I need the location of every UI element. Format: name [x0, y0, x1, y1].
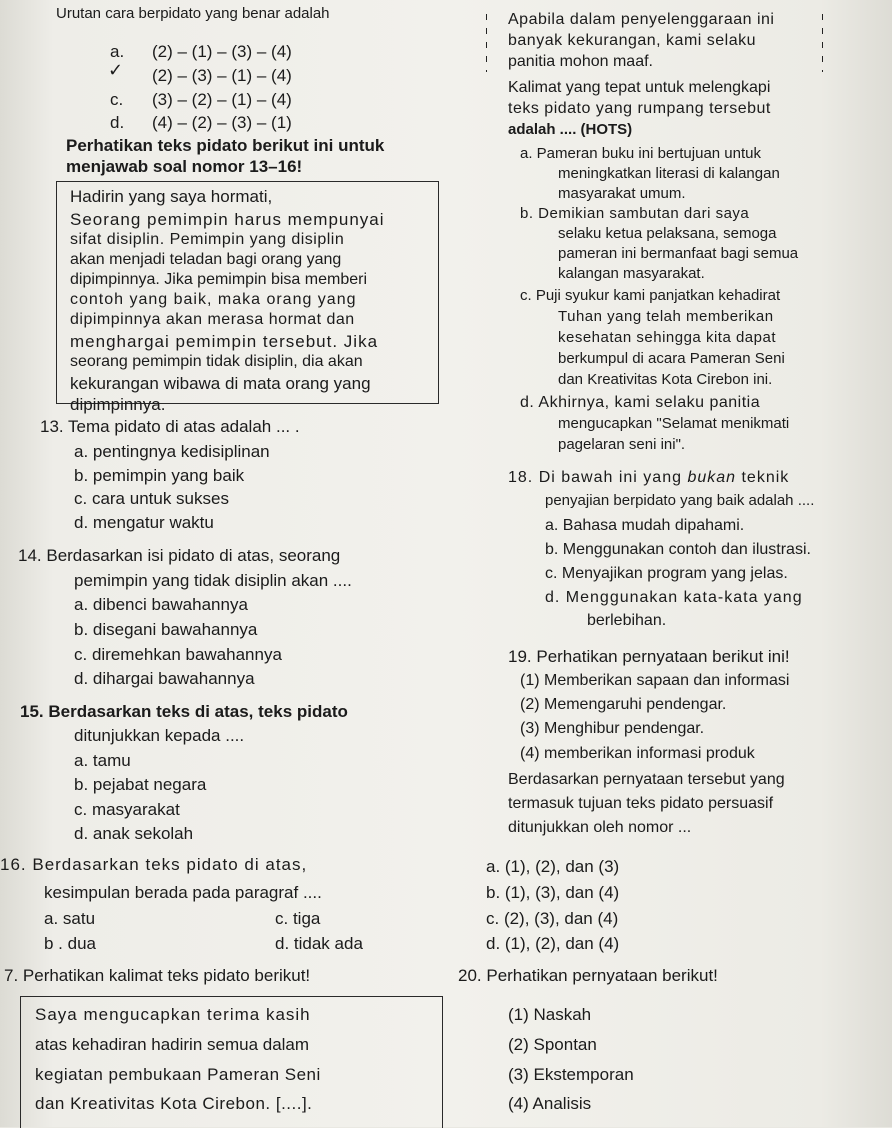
q17-option-b-cont: pameran ini bermanfaat bagi semua: [558, 245, 799, 262]
q17-stem-3: adalah .... (HOTS): [508, 121, 633, 138]
q18-option-d: d. Menggunakan kata-kata yang: [545, 589, 803, 606]
box-edge-right: [822, 14, 823, 72]
q14-option-b: b. disegani bawahannya: [74, 620, 258, 639]
q16-stem-2: kesimpulan berada pada paragraf ....: [44, 883, 322, 902]
q17-option-a-cont: meningkatkan literasi di kalangan: [558, 165, 780, 182]
q13-option-b: b. pemimpin yang baik: [74, 466, 245, 485]
q19-stem: 19. Perhatikan pernyataan berikut ini!: [508, 647, 790, 666]
q16-option-a: a. satu: [44, 909, 96, 928]
q18-option-b: b. Menggunakan contoh dan ilustrasi.: [545, 541, 811, 558]
q20-item: (2) Spontan: [508, 1035, 597, 1054]
q16-stem-1: 16. Berdasarkan teks pidato di atas,: [0, 855, 308, 874]
q16-option-c: c. tiga: [275, 909, 321, 928]
q13-option-d: d. mengatur waktu: [74, 513, 214, 532]
q20-stem: 20. Perhatikan pernyataan berikut!: [458, 966, 718, 985]
q17-box-line: Saya mengucapkan terima kasih: [35, 1005, 311, 1024]
q12-option-b: (2) – (3) – (1) – (4): [152, 66, 292, 85]
q15-option-c: c. masyarakat: [74, 800, 180, 819]
right-box-line: Apabila dalam penyelenggaraan ini: [508, 11, 775, 28]
q12-option-a-label: a.: [110, 42, 125, 61]
instruction-line-1: Perhatikan teks pidato berikut ini untuk: [66, 136, 385, 155]
q17-box-line: kegiatan pembukaan Pameran Seni: [35, 1065, 321, 1084]
q15-option-b: b. pejabat negara: [74, 775, 207, 794]
speech-line: seorang pemimpin tidak disiplin, dia akan: [70, 353, 363, 370]
q14-option-a: a. dibenci bawahannya: [74, 595, 248, 614]
q19-item: (1) Memberikan sapaan dan informasi: [520, 672, 790, 689]
q16-option-d: d. tidak ada: [275, 934, 363, 953]
q17-option-b-cont: kalangan masyarakat.: [558, 265, 705, 282]
speech-line: kekurangan wibawa di mata orang yang: [70, 374, 371, 393]
q18-option-a: a. Bahasa mudah dipahami.: [545, 517, 745, 534]
q19-question-3: ditunjukkan oleh nomor ...: [508, 819, 692, 836]
q12-option-c-label: c.: [110, 90, 124, 109]
speech-line: dipimpinnya.: [70, 395, 166, 414]
checkmark-icon: ✓: [108, 60, 124, 80]
right-box-line: banyak kekurangan, kami selaku: [508, 32, 757, 49]
speech-line: contoh yang baik, maka orang yang: [70, 291, 357, 308]
q18-stem-2: penyajian berpidato yang baik adalah ....: [545, 492, 815, 509]
q17-option-d-cont: mengucapkan "Selamat menikmati: [558, 415, 790, 432]
q17-stem-2: teks pidato yang rumpang tersebut: [508, 100, 771, 117]
q19-option-a: a. (1), (2), dan (3): [486, 857, 620, 876]
speech-line: menghargai pemimpin tersebut. Jika: [70, 332, 379, 351]
speech-line: dipimpinnya. Jika pemimpin bisa memberi: [70, 271, 368, 288]
q17-option-d: d. Akhirnya, kami selaku panitia: [520, 394, 761, 411]
q12-stem-partial: Urutan cara berpidato yang benar adalah: [56, 5, 330, 22]
speech-line: Seorang pemimpin harus mempunyai: [70, 210, 385, 229]
q19-question-2: termasuk tujuan teks pidato persuasif: [508, 795, 774, 812]
q14-stem-2: pemimpin yang tidak disiplin akan ....: [74, 571, 352, 590]
q13-stem: 13. Tema pidato di atas adalah ... .: [40, 417, 300, 436]
box-edge-left: [486, 14, 487, 72]
q19-item: (2) Memengaruhi pendengar.: [520, 696, 727, 713]
q12-option-c: (3) – (2) – (1) – (4): [152, 90, 292, 109]
q16-option-b: b . dua: [44, 934, 96, 953]
q19-option-b: b. (1), (3), dan (4): [486, 883, 620, 902]
speech-line: akan menjadi teladan bagi orang yang: [70, 251, 342, 268]
q17-option-b-cont: selaku ketua pelaksana, semoga: [558, 225, 777, 242]
q20-item: (3) Ekstemporan: [508, 1065, 634, 1084]
q19-option-c: c. (2), (3), dan (4): [486, 909, 619, 928]
q17-option-c-cont: Tuhan yang telah memberikan: [558, 308, 774, 325]
q17-option-c-cont: berkumpul di acara Pameran Seni: [558, 350, 785, 367]
q14-option-c: c. diremehkan bawahannya: [74, 645, 282, 664]
q12-option-d-label: d.: [110, 113, 125, 132]
q17-intro: 7. Perhatikan kalimat teks pidato berikut!: [4, 966, 311, 985]
q13-option-c: c. cara untuk sukses: [74, 489, 229, 508]
q19-question-1: Berdasarkan pernyataan tersebut yang: [508, 771, 785, 788]
q17-box-line: dan Kreativitas Kota Cirebon. [....].: [35, 1094, 313, 1113]
q18-option-c: c. Menyajikan program yang jelas.: [545, 565, 788, 582]
q17-option-c-cont: dan Kreativitas Kota Cirebon ini.: [558, 371, 773, 388]
q19-option-d: d. (1), (2), dan (4): [486, 934, 620, 953]
speech-line: dipimpinnya akan merasa hormat dan: [70, 311, 355, 328]
q15-stem-2: ditunjukkan kepada ....: [74, 726, 245, 745]
q18-stem-1: 18. Di bawah ini yang bukan teknik: [508, 469, 790, 486]
q14-stem-1: 14. Berdasarkan isi pidato di atas, seorang: [18, 546, 341, 565]
speech-line: Hadirin yang saya hormati,: [70, 187, 273, 206]
q12-option-a: (2) – (1) – (3) – (4): [152, 42, 292, 61]
q15-option-d: d. anak sekolah: [74, 824, 194, 843]
instruction-line-2: menjawab soal nomor 13–16!: [66, 157, 303, 176]
q12-option-d: (4) – (2) – (3) – (1): [152, 113, 292, 132]
q13-option-a: a. pentingnya kedisiplinan: [74, 442, 270, 461]
q19-item: (3) Menghibur pendengar.: [520, 720, 705, 737]
q17-option-b: b. Demikian sambutan dari saya: [520, 205, 750, 222]
q17-option-a-cont: masyarakat umum.: [558, 185, 686, 202]
q17-option-a: a. Pameran buku ini bertujuan untuk: [520, 145, 761, 162]
right-box-line: panitia mohon maaf.: [508, 53, 653, 70]
q19-item: (4) memberikan informasi produk: [520, 745, 755, 762]
q15-option-a: a. tamu: [74, 751, 131, 770]
q17-option-c: c. Puji syukur kami panjatkan kehadirat: [520, 287, 781, 304]
q20-item: (1) Naskah: [508, 1005, 592, 1024]
q17-stem-1: Kalimat yang tepat untuk melengkapi: [508, 79, 771, 96]
q15-stem-1: 15. Berdasarkan teks di atas, teks pidato: [20, 702, 348, 721]
q18-option-d-cont: berlebihan.: [587, 612, 667, 629]
q14-option-d: d. dihargai bawahannya: [74, 669, 255, 688]
speech-line: sifat disiplin. Pemimpin yang disiplin: [70, 231, 345, 248]
q20-item: (4) Analisis: [508, 1094, 592, 1113]
q17-option-d-cont: pagelaran seni ini".: [558, 436, 686, 453]
q17-box-line: atas kehadiran hadirin semua dalam: [35, 1035, 310, 1054]
q17-option-c-cont: kesehatan sehingga kita dapat: [558, 329, 776, 346]
